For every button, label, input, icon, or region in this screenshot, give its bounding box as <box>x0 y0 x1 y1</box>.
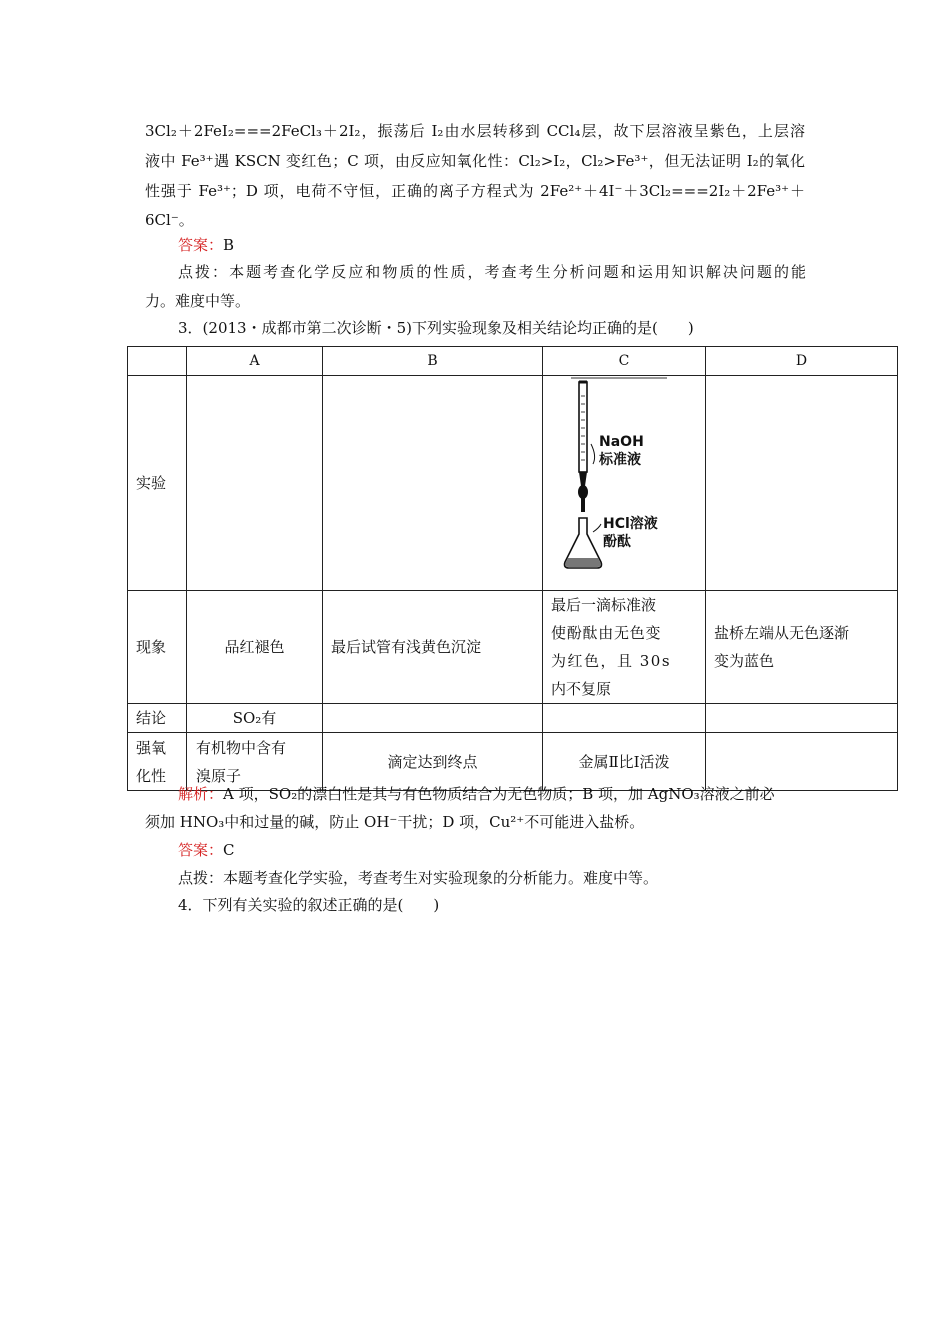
paragraph1-line3: 性强于 Fe³⁺；D 项，电荷不守恒，正确的离子方程式为 2Fe²⁺＋4I⁻＋3Cl₂===2I₂＋2Fe³⁺＋ <box>145 182 805 200</box>
header-a: A <box>187 347 323 376</box>
phenomenon-d-line1: 盐桥左端从无色逐渐 <box>714 624 850 642</box>
phenomenon-b: 最后试管有浅黄色沉淀 <box>323 591 543 704</box>
tip1-line1: 点拨：本题考查化学反应和物质的性质，考查考生分析问题和运用知识解决问题的能 <box>178 263 806 281</box>
conclusion-c-top <box>543 704 706 733</box>
conclusion-a-line2: 溴原子 <box>196 766 242 785</box>
row-phenomenon <box>128 591 898 704</box>
question3: 3．(2013・成都市第二次诊断・5)下列实验现象及相关结论均正确的是( ) <box>178 319 694 337</box>
paragraph1-line2: 液中 Fe³⁺遇 KSCN 变红色；C 项，由反应知氧化性：Cl₂>I₂，Cl₂>Fe³⁺，但无法证明 I₂的氧化 <box>145 152 805 170</box>
conclusion-a-top: SO₂有 <box>187 704 323 733</box>
experiment-d <box>706 376 898 591</box>
header-c: C <box>543 347 706 376</box>
row-oxidation <box>128 733 898 791</box>
analysis-line2: 须加 HNO₃中和过量的碱，防止 OH⁻干扰；D 项，Cu²⁺不可能进入盐桥。 <box>145 813 645 831</box>
figure-phenol-label: 酚酞 <box>603 534 631 550</box>
conclusion-a-line1: 有机物中含有 <box>196 738 287 757</box>
conclusion-b-top <box>323 704 543 733</box>
row-label-oxidation-line2: 化性 <box>136 766 167 785</box>
conclusion-d <box>706 733 898 791</box>
answer1-label: 答案： <box>178 236 224 254</box>
header-d: D <box>706 347 898 376</box>
question4: 4．下列有关实验的叙述正确的是( ) <box>178 896 440 914</box>
row-label-oxidation-line1: 强氧 <box>136 738 167 757</box>
phenomenon-c-line4: 内不复原 <box>551 680 612 698</box>
experiment-b <box>323 376 543 591</box>
row-label-oxidation <box>128 733 187 791</box>
conclusion-b: 滴定达到终点 <box>323 733 543 791</box>
header-blank <box>128 347 187 376</box>
answer1 <box>178 235 234 255</box>
row-label-conclusion: 结论 <box>128 704 187 733</box>
phenomenon-c-line3: 为红色，且 30s <box>551 652 672 670</box>
titration-apparatus-figure <box>543 376 689 581</box>
conclusion-d-top <box>706 704 898 733</box>
answer2-label: 答案： <box>178 841 224 859</box>
phenomenon-d <box>706 591 898 704</box>
row-label-phenomenon: 现象 <box>128 591 187 704</box>
phenomenon-c <box>543 591 706 704</box>
analysis-text1: A 项，SO₂的漂白性是其与有色物质结合为无色物质；B 项，加 AgNO₃溶液之前必 <box>223 785 775 803</box>
phenomenon-d-line2: 变为蓝色 <box>714 652 775 670</box>
experiment-table <box>127 346 898 791</box>
row-label-experiment: 实验 <box>128 376 187 591</box>
tip2: 点拨：本题考查化学实验，考查考生对实验现象的分析能力。难度中等。 <box>178 869 659 887</box>
experiment-c <box>543 376 706 591</box>
experiment-a <box>187 376 323 591</box>
analysis-line1 <box>178 784 775 804</box>
conclusion-c: 金属Ⅱ比Ⅰ活泼 <box>543 733 706 791</box>
phenomenon-c-line2: 使酚酞由无色变 <box>551 624 662 642</box>
row-conclusion <box>128 704 898 733</box>
tip1-line2: 力。难度中等。 <box>145 292 251 310</box>
paragraph1-line1: 3Cl₂＋2FeI₂===2FeCl₃＋2I₂，振荡后 I₂由水层转移到 CCl₄层，故下层溶液呈紫色，上层溶 <box>145 122 805 140</box>
figure-standard-label: 标准液 <box>599 452 641 468</box>
row-experiment <box>128 376 898 591</box>
answer1-value: B <box>223 236 235 254</box>
phenomenon-a: 品红褪色 <box>187 591 323 704</box>
conclusion-a <box>187 733 323 791</box>
analysis-label: 解析： <box>178 785 224 803</box>
header-b: B <box>323 347 543 376</box>
answer2-value: C <box>223 841 235 859</box>
figure-hcl-label: HCl溶液 <box>603 516 658 532</box>
paragraph1-line4: 6Cl⁻。 <box>145 211 194 229</box>
figure-naoh-label: NaOH <box>599 434 644 450</box>
answer2 <box>178 840 235 860</box>
phenomenon-c-line1: 最后一滴标准液 <box>551 596 657 614</box>
table-header-row <box>128 347 898 376</box>
